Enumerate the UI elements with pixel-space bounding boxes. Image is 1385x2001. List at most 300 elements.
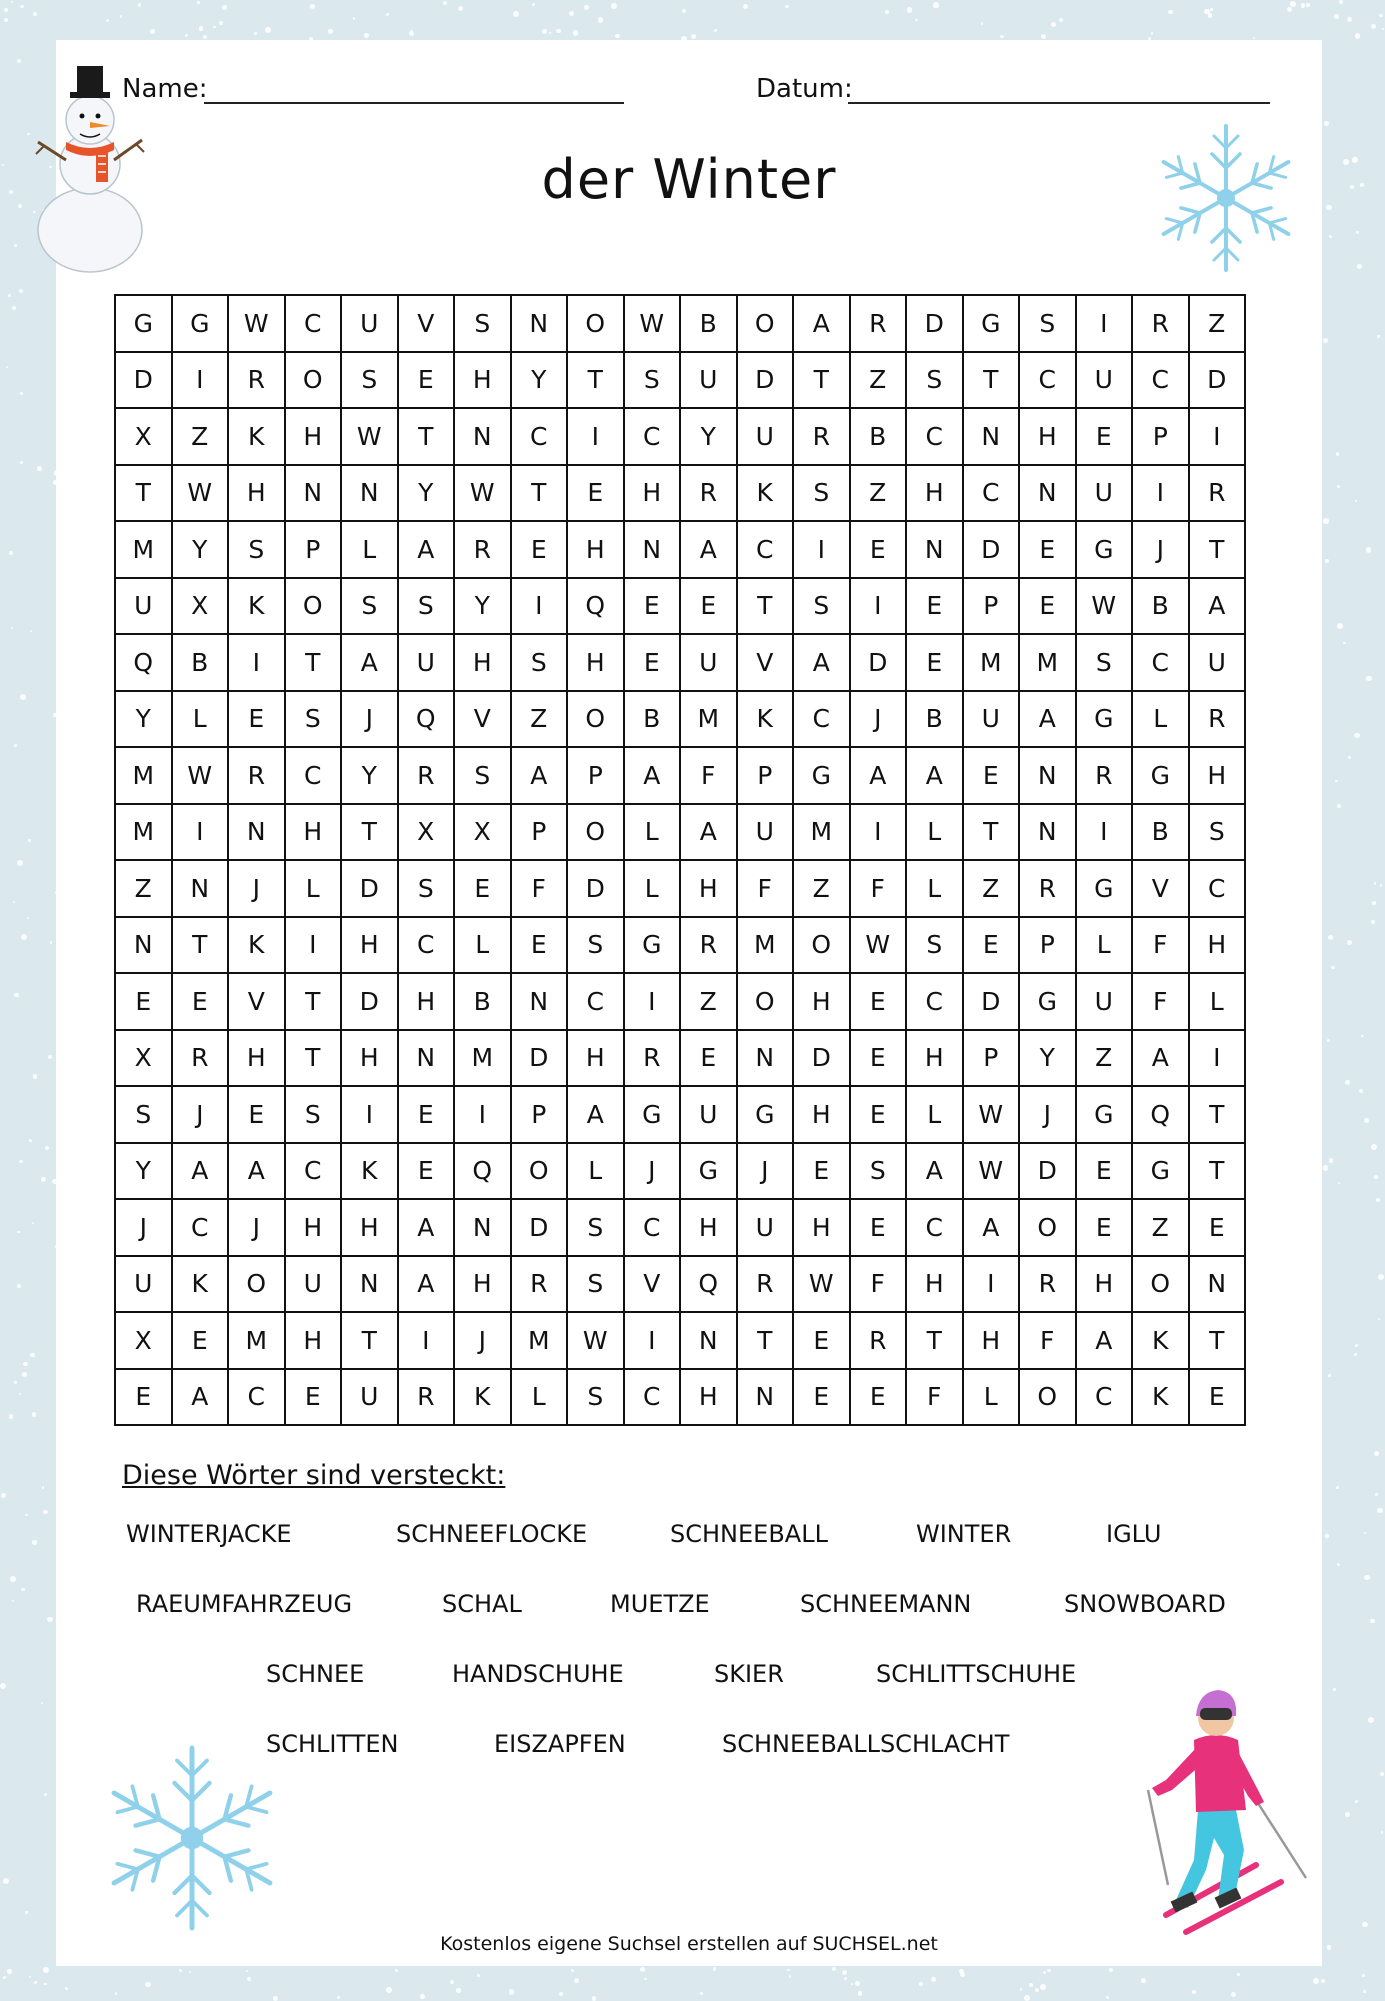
grid-cell: H [568,1031,625,1088]
grid-cell: H [1190,748,1247,805]
grid-cell: A [568,1087,625,1144]
snow-dot [20,5,23,8]
grid-cell: P [964,1031,1021,1088]
snow-dot [29,1139,32,1142]
grid-cell: X [116,409,173,466]
snow-dot [1327,1945,1331,1949]
snow-dot [1378,1274,1384,1280]
grid-cell: K [455,1370,512,1427]
grid-cell: J [625,1144,682,1201]
snow-dot [1020,1988,1023,1991]
snow-dot [1371,920,1375,924]
snow-dot [4,8,8,12]
snow-dot [6,366,8,368]
grid-cell: R [1020,1257,1077,1314]
snow-dot [27,917,29,919]
grid-cell: T [399,409,456,466]
grid-cell: S [1020,296,1077,353]
snow-dot [1141,1978,1146,1983]
word-list-item: SCHNEEMANN [800,1590,972,1618]
date-label: Datum: [756,74,853,104]
grid-cell: D [512,1200,569,1257]
grid-cell: Q [568,579,625,636]
snow-dot [1347,17,1352,22]
word-list-item: WINTERJACKE [126,1520,292,1548]
name-field[interactable] [204,102,624,104]
grid-cell: K [1133,1370,1190,1427]
grid-cell: R [1190,466,1247,523]
grid-cell: Q [1133,1087,1190,1144]
snow-dot [1328,935,1333,940]
grid-cell: S [286,692,343,749]
grid-cell: E [1077,1144,1134,1201]
snow-dot [50,941,53,944]
grid-cell: T [512,466,569,523]
snow-dot [1379,14,1382,17]
grid-cell: F [738,861,795,918]
grid-cell: O [738,974,795,1031]
grid-cell: Y [681,409,738,466]
snow-dot [1029,1983,1033,1987]
snow-dot [1301,3,1306,8]
date-field[interactable] [848,102,1270,104]
snow-dot [1375,1493,1378,1496]
grid-cell: Z [851,353,908,410]
grid-cell: S [851,1144,908,1201]
grid-cell: S [229,522,286,579]
snow-dot [265,27,271,33]
grid-cell: M [229,1313,286,1370]
snow-dot [28,839,31,842]
snow-dot [571,1969,574,1972]
grid-cell: U [1077,974,1134,1031]
grid-cell: E [512,918,569,975]
snow-dot [1168,10,1172,14]
grid-cell: C [286,296,343,353]
grid-cell: H [794,1087,851,1144]
grid-cell: S [1077,635,1134,692]
grid-cell: F [1133,974,1190,1031]
grid-cell: H [286,1313,343,1370]
snow-dot [1313,1978,1319,1984]
snow-dot [1040,1984,1046,1990]
grid-cell: T [342,805,399,862]
grid-cell: L [568,1144,625,1201]
grid-cell: L [625,861,682,918]
grid-cell: S [286,1087,343,1144]
snow-dot [364,33,369,38]
grid-cell: K [738,692,795,749]
grid-cell: A [229,1144,286,1201]
grid-cell: A [342,635,399,692]
grid-cell: U [286,1257,343,1314]
snow-dot [106,19,109,22]
snow-dot [45,1146,49,1150]
snow-dot [532,3,535,6]
grid-cell: P [738,748,795,805]
grid-cell: H [681,1370,738,1427]
snow-dot [844,1977,847,1980]
grid-cell: D [964,974,1021,1031]
grid-cell: U [342,296,399,353]
grid-cell: S [342,579,399,636]
grid-cell: P [1020,918,1077,975]
grid-cell: E [1190,1370,1247,1427]
snow-dot [14,1381,16,1383]
grid-cell: H [286,409,343,466]
grid-cell: A [1190,579,1247,636]
snow-dot [1382,28,1384,30]
grid-cell: N [342,1257,399,1314]
snow-dot [1380,1772,1384,1776]
grid-cell: O [1133,1257,1190,1314]
grid-cell: M [455,1031,512,1088]
word-list-item: MUETZE [610,1590,710,1618]
snow-dot [19,289,23,293]
grid-cell: R [794,409,851,466]
grid-cell: C [229,1370,286,1427]
grid-cell: T [286,635,343,692]
grid-cell: C [173,1200,230,1257]
snow-dot [1362,1922,1367,1927]
snow-dot [33,12,36,15]
grid-cell: E [173,1313,230,1370]
grid-cell: U [1077,466,1134,523]
grid-cell: D [568,861,625,918]
grid-cell: H [794,974,851,1031]
snow-dot [1192,1990,1197,1995]
grid-cell: I [794,522,851,579]
grid-cell: R [455,522,512,579]
grid-cell: N [399,1031,456,1088]
grid-cell: G [681,1144,738,1201]
snowflake-icon [1146,118,1306,278]
grid-cell: F [851,861,908,918]
snow-dot [115,1992,117,1994]
grid-cell: F [1133,918,1190,975]
snow-dot [14,244,17,247]
grid-cell: M [1020,635,1077,692]
word-list-item: SCHAL [442,1590,522,1618]
snow-dot [9,1414,14,1419]
snow-dot [1374,1175,1378,1179]
grid-cell: E [116,1370,173,1427]
snow-dot [17,59,21,63]
snow-dot [1354,1353,1356,1355]
snowflake-icon [92,1738,292,1938]
snow-dot [395,1969,398,1972]
grid-cell: S [455,748,512,805]
grid-cell: P [286,522,343,579]
snow-dot [1109,1968,1113,1972]
snow-dot [1355,1344,1358,1347]
snow-dot [1041,34,1046,39]
snow-dot [32,1222,34,1224]
grid-cell: W [1077,579,1134,636]
grid-cell: C [964,466,1021,523]
grid-cell: P [1133,409,1190,466]
snow-dot [9,190,13,194]
snow-dot [907,7,912,12]
grid-cell: A [399,1200,456,1257]
snow-dot [1370,1619,1374,1623]
grid-cell: O [1020,1200,1077,1257]
snow-dot [44,1793,47,1796]
snow-dot [915,19,917,21]
snow-dot [386,1987,392,1993]
grid-cell: R [851,296,908,353]
snow-dot [13,901,15,903]
grid-cell: N [286,466,343,523]
grid-cell: R [399,748,456,805]
snow-dot [1377,1508,1383,1514]
snow-dot [353,17,356,20]
grid-cell: W [568,1313,625,1370]
grid-cell: Z [964,861,1021,918]
snow-dot [1357,264,1362,269]
snow-dot [542,29,547,34]
word-list-item: IGLU [1106,1520,1162,1548]
word-list-item: SCHLITTSCHUHE [876,1660,1077,1688]
grid-cell: D [1190,353,1247,410]
snow-dot [509,1989,515,1995]
snow-dot [569,11,574,16]
grid-cell: B [851,409,908,466]
snow-dot [420,1994,425,1999]
grid-cell: C [625,409,682,466]
snow-dot [1348,756,1351,759]
snow-dot [44,1983,46,1985]
grid-cell: I [568,409,625,466]
grid-cell: U [681,635,738,692]
snow-dot [574,1978,579,1983]
grid-cell: Z [851,466,908,523]
snow-dot [743,4,748,9]
grid-cell: M [116,805,173,862]
grid-cell: B [173,635,230,692]
grid-cell: E [851,974,908,1031]
snow-dot [1323,338,1328,343]
grid-cell: T [1190,522,1247,579]
grid-cell: A [625,748,682,805]
grid-cell: A [1020,692,1077,749]
grid-cell: A [173,1370,230,1427]
grid-cell: G [738,1087,795,1144]
grid-cell: H [794,1200,851,1257]
snow-dot [11,1,14,4]
grid-cell: Y [512,353,569,410]
snow-dot [1151,32,1154,35]
grid-cell: U [342,1370,399,1427]
grid-cell: T [794,353,851,410]
snow-dot [1306,3,1309,6]
snow-dot [17,1231,19,1233]
grid-cell: K [229,409,286,466]
grid-cell: H [229,1031,286,1088]
snow-dot [1345,1080,1351,1086]
grid-cell: I [625,1313,682,1370]
grid-cell: H [286,805,343,862]
grid-cell: T [116,466,173,523]
grid-cell: Z [1190,296,1247,353]
grid-cell: Z [116,861,173,918]
grid-cell: L [625,805,682,862]
grid-cell: K [229,918,286,975]
grid-cell: M [738,918,795,975]
grid-cell: H [625,466,682,523]
grid-cell: S [625,353,682,410]
grid-cell: B [455,974,512,1031]
word-list-item: SCHNEEFLOCKE [396,1520,588,1548]
snow-dot [33,1074,37,1078]
grid-cell: H [455,635,512,692]
grid-cell: E [1020,579,1077,636]
snow-dot [1325,1534,1329,1538]
grid-cell: O [286,353,343,410]
grid-cell: U [738,805,795,862]
grid-cell: S [907,918,964,975]
grid-cell: C [1190,861,1247,918]
word-list-item: SCHNEEBALLSCHLACHT [722,1730,1010,1758]
snow-dot [611,3,617,9]
grid-cell: B [1133,579,1190,636]
grid-cell: N [738,1370,795,1427]
snow-dot [789,1975,792,1978]
grid-cell: E [681,1031,738,1088]
grid-cell: T [738,579,795,636]
grid-cell: E [229,1087,286,1144]
grid-cell: R [625,1031,682,1088]
snow-dot [787,1969,790,1972]
grid-cell: L [907,861,964,918]
snow-dot [1374,882,1376,884]
snow-dot [47,1617,52,1622]
snow-dot [858,1991,863,1996]
snow-dot [12,1600,15,1603]
snow-dot [150,29,155,34]
word-search-grid [114,294,1246,1426]
grid-cell: M [794,805,851,862]
grid-cell: H [568,522,625,579]
snow-dot [20,392,23,395]
snow-dot [1371,24,1376,29]
grid-cell: T [738,1313,795,1370]
grid-cell: R [681,466,738,523]
grid-cell: E [399,1087,456,1144]
snow-dot [65,1987,68,1990]
grid-cell: K [229,579,286,636]
snow-dot [1339,0,1343,4]
grid-cell: O [286,579,343,636]
grid-cell: A [851,748,908,805]
grid-cell: M [964,635,1021,692]
snow-dot [203,35,207,39]
word-list-item: SNOWBOARD [1064,1590,1226,1618]
grid-cell: E [568,466,625,523]
snow-dot [34,1981,37,1984]
grid-cell: L [1133,692,1190,749]
snow-dot [386,13,389,16]
snow-dot [145,1982,151,1988]
grid-cell: M [116,522,173,579]
grid-cell: X [116,1313,173,1370]
snow-dot [247,1977,251,1981]
grid-cell: J [738,1144,795,1201]
snow-dot [14,744,17,747]
grid-cell: T [286,974,343,1031]
grid-cell: N [625,522,682,579]
grid-cell: E [851,1087,908,1144]
grid-cell: U [964,692,1021,749]
grid-cell: E [399,1144,456,1201]
grid-cell: P [568,748,625,805]
grid-cell: E [907,579,964,636]
grid-cell: I [851,805,908,862]
snow-dot [682,9,687,14]
grid-cell: R [512,1257,569,1314]
grid-cell: C [794,692,851,749]
grid-cell: V [229,974,286,1031]
snow-dot [8,294,11,297]
grid-cell: T [1190,1313,1247,1370]
snow-dot [885,10,888,13]
grid-cell: S [455,296,512,353]
snow-dot [11,627,13,629]
snow-dot [197,1,200,4]
grid-cell: D [794,1031,851,1088]
word-list-item: SCHNEEBALL [670,1520,828,1548]
snow-dot [48,1055,52,1059]
grid-cell: F [907,1370,964,1427]
snow-dot [337,1996,340,1999]
word-list-item: WINTER [916,1520,1012,1548]
grid-cell: X [455,805,512,862]
snow-dot [1355,1800,1357,1802]
grid-cell: Y [399,466,456,523]
grid-cell: H [286,1200,343,1257]
grid-cell: A [964,1200,1021,1257]
grid-cell: N [964,409,1021,466]
grid-cell: I [399,1313,456,1370]
grid-cell: M [681,692,738,749]
grid-cell: J [851,692,908,749]
snow-dot [832,1967,836,1971]
grid-cell: A [512,748,569,805]
snow-dot [1290,1,1295,6]
grid-cell: E [851,1031,908,1088]
grid-cell: D [342,974,399,1031]
snow-dot [1355,33,1360,38]
snow-dot [1364,1532,1366,1534]
grid-cell: K [738,466,795,523]
grid-cell: N [173,861,230,918]
grid-cell: T [907,1313,964,1370]
snow-dot [1364,1118,1369,1123]
snow-dot [1323,1165,1328,1170]
snow-dot [1343,159,1349,165]
snow-dot [120,15,122,17]
snow-dot [43,1967,49,1973]
grid-cell: C [625,1370,682,1427]
snow-dot [1366,676,1372,682]
snow-dot [556,29,561,34]
grid-cell: B [1133,805,1190,862]
snow-dot [189,1971,191,1973]
grid-cell: I [1190,409,1247,466]
grid-cell: J [229,861,286,918]
grid-cell: P [964,579,1021,636]
grid-cell: A [681,522,738,579]
